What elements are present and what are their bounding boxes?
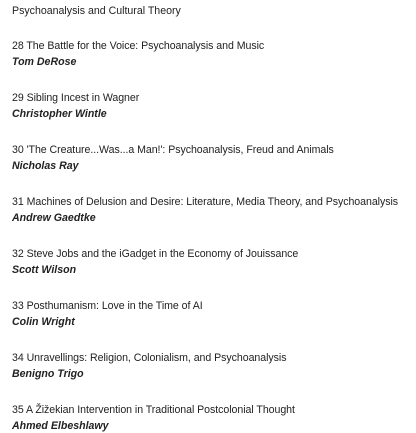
chapter-title[interactable]: 35 A Žižekian Intervention in Traditional Postcolonial Thought	[12, 404, 295, 416]
chapter-author: Colin Wright	[12, 316, 75, 328]
section-heading: Psychoanalysis and Cultural Theory	[12, 5, 181, 17]
chapter-title[interactable]: 29 Sibling Incest in Wagner	[12, 92, 140, 104]
chapter-author: Benigno Trigo	[12, 368, 84, 380]
chapter-author: Andrew Gaedtke	[12, 212, 96, 224]
toc-entry-34[interactable]	[12, 351, 416, 381]
toc-entry-30[interactable]	[12, 143, 416, 173]
toc-entry-31[interactable]	[12, 195, 416, 225]
chapter-author: Ahmed Elbeshlawy	[12, 420, 109, 432]
chapter-title[interactable]: 28 The Battle for the Voice: Psychoanalysis and Music	[12, 40, 265, 52]
chapter-title[interactable]: 34 Unravellings: Religion, Colonialism, and Psychoanalysis	[12, 352, 287, 364]
chapter-title[interactable]: 31 Machines of Delusion and Desire: Literature, Media Theory, and Psychoanalysis	[12, 196, 399, 208]
chapter-author: Tom DeRose	[12, 56, 77, 68]
chapter-title[interactable]: 32 Steve Jobs and the iGadget in the Economy of Jouissance	[12, 248, 299, 260]
chapter-author: Christopher Wintle	[12, 108, 107, 120]
toc-entry-28[interactable]	[12, 39, 416, 69]
toc-entry-33[interactable]	[12, 299, 416, 329]
chapter-author: Scott Wilson	[12, 264, 77, 276]
chapter-author: Nicholas Ray	[12, 160, 79, 172]
toc-entry-32[interactable]	[12, 247, 416, 277]
toc-entry-29[interactable]	[12, 91, 416, 121]
chapter-title[interactable]: 30 'The Creature...Was...a Man!': Psychoanalysis, Freud and Animals	[12, 144, 334, 156]
toc-entry-35[interactable]	[12, 403, 416, 433]
chapter-title[interactable]: 33 Posthumanism: Love in the Time of AI	[12, 300, 203, 312]
